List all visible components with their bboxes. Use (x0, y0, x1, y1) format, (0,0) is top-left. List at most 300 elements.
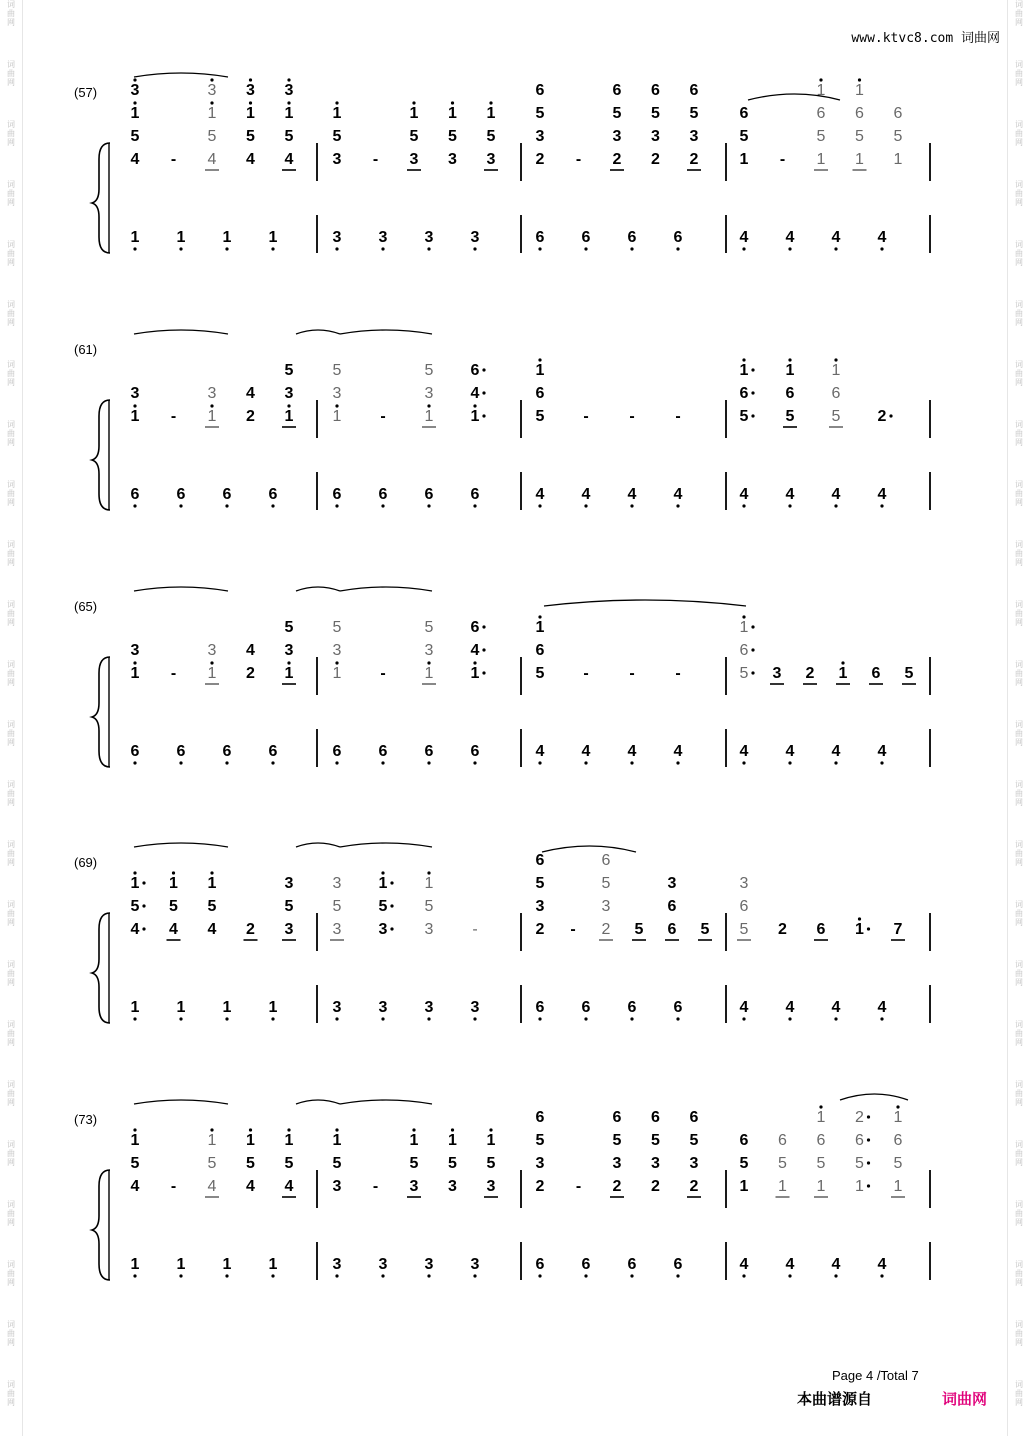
bass-note: 6 (130, 486, 140, 503)
melody-note: 3 (448, 151, 457, 168)
watermark-char: 曲 (1015, 849, 1023, 858)
sustain-dash: - (583, 408, 589, 425)
octave-down-dot (788, 761, 791, 764)
melody-note: 6 (689, 82, 699, 99)
melody-note: 6 (855, 105, 864, 122)
octave-down-dot (630, 504, 633, 507)
bass-note: 1 (176, 1256, 186, 1273)
bass-note: 3 (424, 229, 434, 246)
tie-arc (134, 1100, 228, 1104)
melody-note: 5 (332, 1155, 342, 1172)
melody-note: 1 (785, 362, 795, 379)
octave-down-dot (676, 1274, 679, 1277)
octave-down-dot (427, 1017, 430, 1020)
watermark-char: 词 (1015, 0, 1023, 9)
bass-note: 4 (877, 999, 887, 1016)
octave-down-dot (473, 504, 476, 507)
measure-number: (73) (74, 1112, 98, 1127)
melody-note: 3 (424, 385, 434, 402)
melody-note: 5 (893, 1155, 903, 1172)
octave-up-dot (133, 661, 136, 664)
octave-up-dot (427, 661, 430, 664)
watermark-char: 词 (1015, 780, 1023, 789)
melody-note: 3 (207, 82, 217, 99)
sustain-dash: - (380, 408, 386, 425)
octave-down-dot (538, 504, 541, 507)
melody-note: 5 (535, 665, 545, 682)
octave-up-dot (249, 1128, 252, 1131)
octave-down-dot (880, 504, 883, 507)
measure-number: (61) (74, 342, 98, 357)
system-brace (92, 400, 110, 510)
octave-down-dot (179, 1274, 182, 1277)
bass-note: 6 (268, 486, 278, 503)
melody-note: 1 (855, 1178, 864, 1195)
melody-note: 3 (207, 642, 217, 659)
melody-note: 1 (409, 105, 419, 122)
tie-arc (340, 330, 432, 334)
melody-note: 7 (893, 921, 903, 938)
octave-down-dot (271, 761, 274, 764)
slur-arc (544, 600, 746, 606)
octave-down-dot (133, 761, 136, 764)
octave-up-dot (489, 1128, 492, 1131)
melody-note: 3 (284, 385, 294, 402)
octave-down-dot (271, 1017, 274, 1020)
watermark-char: 网 (7, 498, 15, 507)
augmentation-dot (867, 1138, 870, 1141)
melody-note: 5 (332, 128, 342, 145)
melody-note: 6 (535, 82, 545, 99)
bass-note: 6 (470, 743, 480, 760)
system-brace (92, 657, 110, 767)
melody-note: 5 (739, 128, 749, 145)
melody-note: 1 (207, 408, 217, 425)
watermark-char: 网 (1015, 18, 1023, 27)
watermark-char: 曲 (1015, 1329, 1023, 1338)
melody-note: 1 (332, 1132, 342, 1149)
melody-note: 1 (838, 665, 848, 682)
watermark-char: 网 (7, 438, 15, 447)
sustain-dash: - (675, 408, 681, 425)
watermark-char: 网 (1015, 1218, 1023, 1227)
tie-arc (134, 843, 228, 847)
watermark-char: 网 (1015, 78, 1023, 87)
augmentation-dot (390, 881, 393, 884)
octave-up-dot (335, 1128, 338, 1131)
melody-note: 6 (785, 385, 795, 402)
watermark-char: 词 (1015, 1320, 1023, 1329)
watermark-char: 网 (7, 978, 15, 987)
octave-down-dot (880, 1274, 883, 1277)
melody-note: 5 (535, 875, 545, 892)
melody-note: 5 (332, 619, 342, 636)
watermark-char: 曲 (7, 1089, 15, 1098)
melody-note: 5 (130, 898, 140, 915)
watermark-char: 曲 (7, 969, 15, 978)
melody-note: 6 (612, 82, 622, 99)
measure-number: (65) (74, 599, 98, 614)
octave-up-dot (133, 1128, 136, 1131)
octave-down-dot (538, 761, 541, 764)
melody-note: 5 (284, 619, 294, 636)
bass-note: 4 (785, 486, 795, 503)
tie-arc (134, 330, 228, 334)
augmentation-dot (482, 391, 485, 394)
watermark-char: 曲 (1015, 369, 1023, 378)
tie-arc (340, 843, 432, 847)
melody-note: 6 (739, 898, 749, 915)
bass-note: 4 (785, 999, 795, 1016)
octave-down-dot (538, 1274, 541, 1277)
watermark-char: 网 (1015, 798, 1023, 807)
brand-link[interactable]: 词曲网 (942, 1390, 988, 1408)
watermark-char: 词 (7, 1140, 15, 1149)
slur-arc (840, 1094, 908, 1100)
octave-up-dot (210, 871, 213, 874)
melody-note: 2 (535, 1178, 545, 1195)
watermark-char: 网 (7, 1338, 15, 1347)
melody-note: 1 (332, 665, 342, 682)
bass-note: 6 (535, 1256, 545, 1273)
melody-note: 6 (871, 665, 881, 682)
watermark-char: 词 (7, 1080, 15, 1089)
watermark-char: 曲 (1015, 1209, 1023, 1218)
octave-down-dot (133, 504, 136, 507)
melody-note: 1 (207, 875, 217, 892)
octave-up-dot (896, 1105, 899, 1108)
melody-note: 5 (785, 408, 795, 425)
bass-note: 6 (581, 999, 591, 1016)
melody-note: 3 (535, 898, 545, 915)
melody-note: 1 (739, 1178, 749, 1195)
melody-note: 5 (700, 921, 710, 938)
bass-note: 3 (378, 229, 388, 246)
melody-note: 3 (651, 1155, 660, 1172)
melody-note: 5 (893, 128, 903, 145)
melody-note: 3 (207, 385, 217, 402)
melody-note: 3 (772, 665, 782, 682)
bass-note: 6 (535, 229, 545, 246)
melody-note: 3 (651, 128, 660, 145)
sustain-dash: - (575, 151, 582, 168)
octave-up-dot (742, 615, 745, 618)
watermark-char: 曲 (7, 609, 15, 618)
melody-note: 2 (535, 921, 545, 938)
watermark-char: 词 (7, 960, 15, 969)
octave-down-dot (271, 1274, 274, 1277)
melody-note: 1 (246, 1132, 255, 1149)
tie-arc (296, 1100, 340, 1104)
octave-down-dot (381, 247, 384, 250)
octave-down-dot (880, 247, 883, 250)
melody-note: 5 (634, 921, 644, 938)
watermark-char: 网 (1015, 858, 1023, 867)
watermark-char: 词 (1015, 900, 1023, 909)
melody-note: 3 (667, 875, 677, 892)
octave-down-dot (788, 247, 791, 250)
watermark-char: 词 (1015, 300, 1023, 309)
melody-note: 1 (893, 1178, 903, 1195)
bass-note: 1 (222, 229, 232, 246)
watermark-char: 词 (1015, 360, 1023, 369)
melody-note: 4 (207, 1178, 217, 1195)
octave-up-dot (819, 1105, 822, 1108)
slur-arc (542, 846, 636, 852)
bass-note: 6 (627, 229, 637, 246)
melody-note: 3 (378, 921, 388, 938)
watermark-char: 词 (7, 1260, 15, 1269)
melody-note: 3 (332, 921, 342, 938)
melody-note: 1 (130, 1132, 140, 1149)
octave-down-dot (381, 1017, 384, 1020)
octave-up-dot (133, 404, 136, 407)
melody-note: 3 (486, 1178, 496, 1195)
bass-note: 4 (673, 743, 683, 760)
watermark-char: 网 (1015, 558, 1023, 567)
watermark-char: 曲 (1015, 1089, 1023, 1098)
melody-note: 1 (207, 1132, 217, 1149)
augmentation-dot (751, 368, 754, 371)
melody-note: 1 (284, 105, 294, 122)
melody-note: 3 (535, 1155, 545, 1172)
sustain-dash: - (575, 1178, 582, 1195)
bass-note: 3 (470, 229, 480, 246)
melody-note: 6 (893, 1132, 903, 1149)
watermark-char: 曲 (1015, 189, 1023, 198)
bass-note: 3 (470, 1256, 480, 1273)
melody-note: 2 (246, 408, 255, 425)
watermark-char: 词 (7, 300, 15, 309)
watermark-char: 网 (7, 738, 15, 747)
watermark-char: 词 (7, 420, 15, 429)
melody-note: 5 (332, 362, 342, 379)
bass-note: 6 (535, 999, 545, 1016)
melody-note: 4 (246, 642, 255, 659)
bass-note: 4 (785, 1256, 795, 1273)
augmentation-dot (482, 625, 485, 628)
watermark-char: 曲 (1015, 669, 1023, 678)
bass-note: 4 (877, 1256, 887, 1273)
octave-up-dot (210, 404, 213, 407)
augmentation-dot (889, 414, 892, 417)
watermark-char: 网 (7, 1218, 15, 1227)
octave-down-dot (788, 1274, 791, 1277)
octave-up-dot (858, 917, 861, 920)
bass-note: 4 (739, 1256, 749, 1273)
bass-note: 4 (739, 999, 749, 1016)
bass-note: 3 (424, 1256, 434, 1273)
augmentation-dot (482, 671, 485, 674)
melody-note: 6 (470, 362, 480, 379)
bass-note: 4 (877, 743, 887, 760)
watermark-char: 词 (1015, 1260, 1023, 1269)
bass-note: 6 (332, 743, 342, 760)
bass-note: 6 (176, 743, 186, 760)
melody-note: 1 (893, 1109, 903, 1126)
octave-down-dot (473, 1274, 476, 1277)
melody-note: 6 (535, 852, 545, 869)
bass-note: 4 (739, 743, 749, 760)
melody-note: 1 (535, 619, 545, 636)
watermark-char: 曲 (7, 729, 15, 738)
sustain-dash: - (472, 921, 478, 938)
watermark-char: 网 (1015, 378, 1023, 387)
octave-down-dot (742, 247, 745, 250)
watermark-char: 曲 (7, 909, 15, 918)
melody-note: 1 (207, 105, 217, 122)
octave-down-dot (676, 247, 679, 250)
octave-down-dot (834, 247, 837, 250)
melody-note: 6 (535, 1109, 545, 1126)
watermark-char: 曲 (7, 549, 15, 558)
melody-note: 1 (816, 82, 826, 99)
watermark-char: 词 (1015, 660, 1023, 669)
melody-note: 5 (651, 105, 660, 122)
tie-arc (296, 843, 340, 847)
watermark-char: 词 (1015, 960, 1023, 969)
melody-note: 6 (739, 385, 749, 402)
melody-note: 5 (486, 128, 496, 145)
melody-note: 1 (424, 665, 434, 682)
octave-up-dot (133, 871, 136, 874)
melody-note: 3 (130, 82, 140, 99)
melody-note: 6 (816, 105, 826, 122)
octave-down-dot (834, 761, 837, 764)
melody-note: 6 (651, 1109, 660, 1126)
watermark-char: 网 (1015, 1098, 1023, 1107)
melody-note: 5 (207, 128, 217, 145)
watermark-char: 词 (7, 540, 15, 549)
watermark-char: 网 (1015, 738, 1023, 747)
melody-note: 1 (409, 1132, 419, 1149)
octave-down-dot (271, 504, 274, 507)
melody-note: 3 (486, 151, 496, 168)
melody-note: 5 (130, 128, 140, 145)
melody-note: 5 (739, 665, 749, 682)
watermark-char: 网 (1015, 978, 1023, 987)
bass-note: 4 (581, 486, 591, 503)
augmentation-dot (142, 881, 145, 884)
watermark-char: 网 (7, 1038, 15, 1047)
melody-note: 6 (816, 1132, 826, 1149)
melody-note: 2 (535, 151, 545, 168)
watermark-char: 网 (1015, 1398, 1023, 1407)
bass-note: 4 (831, 1256, 841, 1273)
melody-note: 4 (246, 1178, 255, 1195)
melody-note: 5 (130, 1155, 140, 1172)
octave-down-dot (381, 1274, 384, 1277)
watermark-char: 网 (1015, 258, 1023, 267)
augmentation-dot (482, 368, 485, 371)
octave-down-dot (225, 1274, 228, 1277)
bass-note: 6 (176, 486, 186, 503)
octave-up-dot (287, 101, 290, 104)
watermark-char: 网 (7, 318, 15, 327)
sustain-dash: - (675, 665, 681, 682)
system-brace (92, 143, 110, 253)
melody-note: 5 (409, 128, 419, 145)
octave-down-dot (225, 1017, 228, 1020)
bass-note: 4 (785, 743, 795, 760)
page-number: Page 4 /Total 7 (832, 1368, 919, 1383)
octave-down-dot (630, 761, 633, 764)
melody-note: 1 (739, 362, 749, 379)
watermark-char: 网 (7, 138, 15, 147)
octave-up-dot (538, 615, 541, 618)
octave-down-dot (335, 1017, 338, 1020)
watermark-char: 网 (7, 198, 15, 207)
octave-up-dot (335, 404, 338, 407)
bass-note: 1 (130, 229, 140, 246)
watermark-char: 曲 (7, 1389, 15, 1398)
melody-note: 4 (130, 921, 140, 938)
melody-note: 3 (332, 642, 342, 659)
watermark-char: 网 (1015, 438, 1023, 447)
melody-note: 5 (486, 1155, 496, 1172)
octave-down-dot (335, 247, 338, 250)
melody-note: 2 (689, 151, 699, 168)
octave-up-dot (834, 358, 837, 361)
melody-note: 2 (689, 1178, 699, 1195)
bass-note: 3 (332, 1256, 342, 1273)
watermark-char: 网 (1015, 1158, 1023, 1167)
watermark-char: 网 (7, 558, 15, 567)
octave-down-dot (676, 761, 679, 764)
octave-down-dot (179, 247, 182, 250)
melody-note: 5 (332, 898, 342, 915)
melody-note: 1 (130, 105, 140, 122)
bass-note: 4 (739, 229, 749, 246)
watermark-char: 词 (1015, 60, 1023, 69)
watermark-char: 曲 (1015, 129, 1023, 138)
watermark-char: 词 (1015, 1020, 1023, 1029)
tie-arc (340, 1100, 432, 1104)
octave-up-dot (249, 78, 252, 81)
octave-down-dot (473, 1017, 476, 1020)
augmentation-dot (142, 927, 145, 930)
bass-note: 3 (332, 999, 342, 1016)
bass-note: 6 (268, 743, 278, 760)
melody-note: 3 (535, 128, 545, 145)
melody-note: 6 (667, 921, 677, 938)
watermark-char: 曲 (7, 849, 15, 858)
melody-note: 5 (855, 128, 864, 145)
bass-note: 6 (424, 743, 434, 760)
watermark-char: 曲 (1015, 249, 1023, 258)
octave-down-dot (630, 247, 633, 250)
melody-note: 5 (689, 1132, 699, 1149)
octave-up-dot (172, 871, 175, 874)
octave-up-dot (538, 358, 541, 361)
melody-note: 3 (332, 385, 342, 402)
sustain-dash: - (583, 665, 589, 682)
melody-note: 6 (651, 82, 660, 99)
bass-note: 6 (673, 1256, 683, 1273)
octave-down-dot (834, 504, 837, 507)
melody-note: 1 (246, 105, 255, 122)
octave-up-dot (742, 358, 745, 361)
augmentation-dot (751, 391, 754, 394)
melody-note: 6 (535, 385, 545, 402)
watermark-char: 词 (7, 1200, 15, 1209)
tie-arc (296, 587, 340, 591)
watermark-char: 网 (1015, 618, 1023, 627)
watermark-char: 词 (1015, 840, 1023, 849)
sustain-dash: - (170, 665, 177, 682)
watermark-char: 词 (7, 900, 15, 909)
watermark-char: 曲 (7, 129, 15, 138)
